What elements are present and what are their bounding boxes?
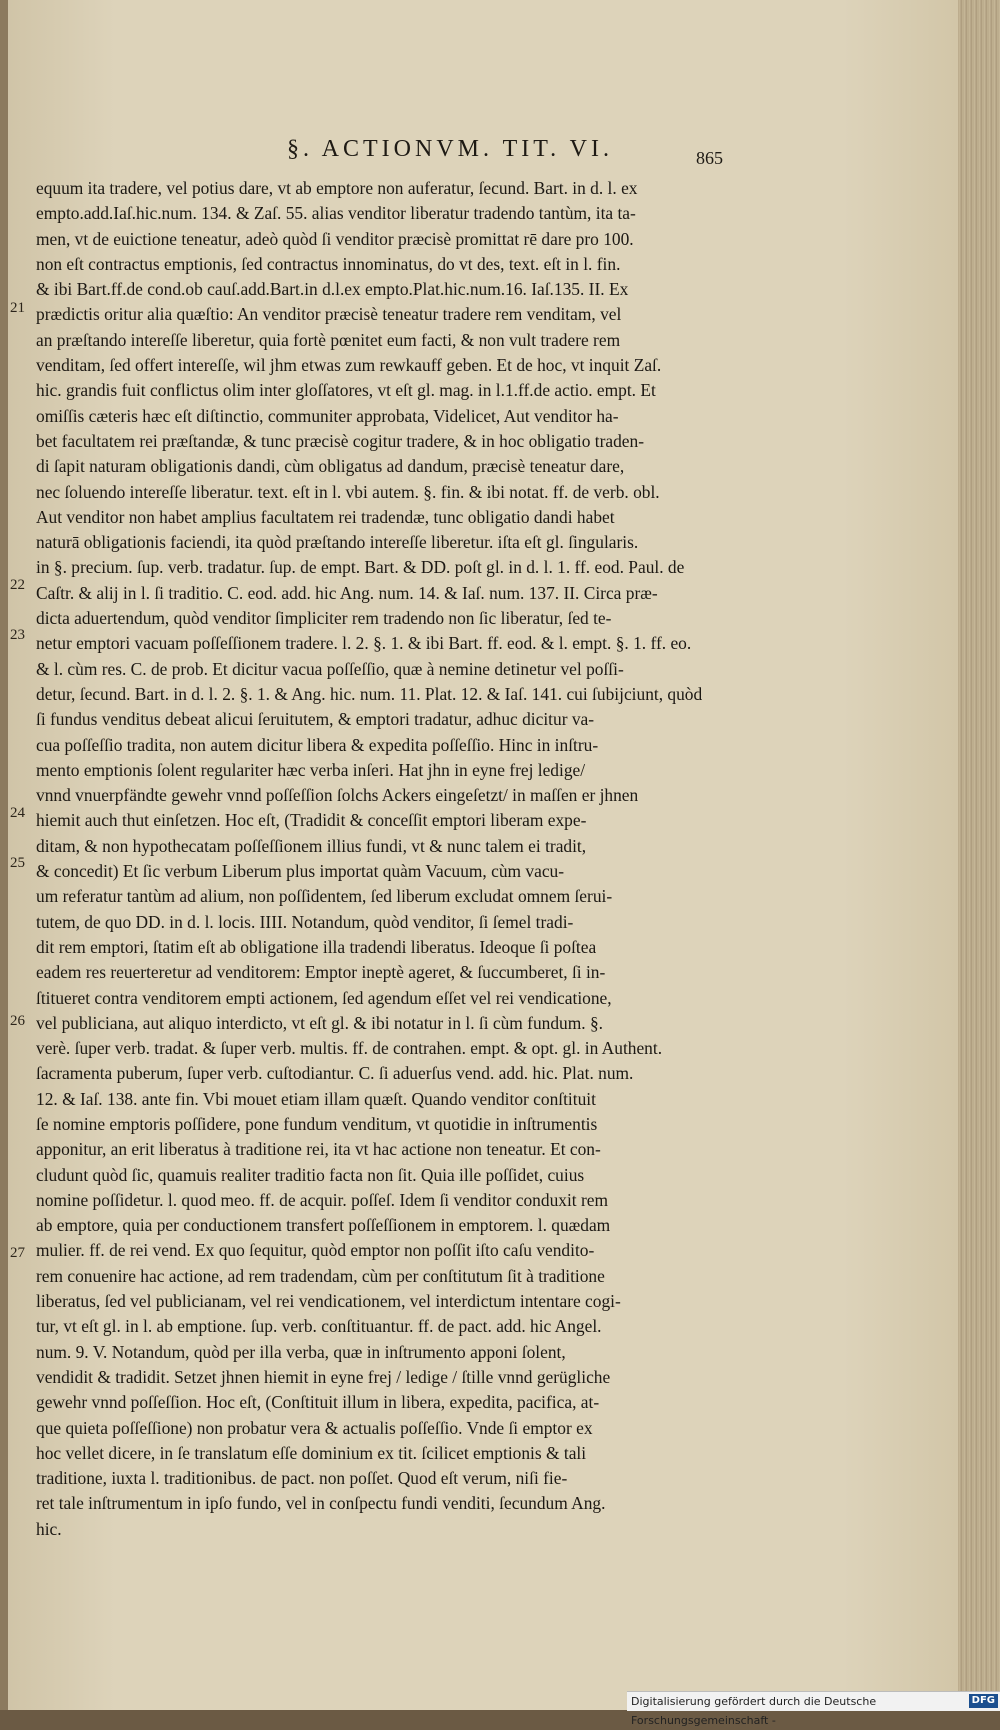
text-line: tur, vt eſt gl. in l. ab emptione. ſup. verb. conſtituantur. ff. de pact. add. hic Angel. <box>36 1316 602 1337</box>
page-edges <box>958 0 1000 1710</box>
text-line: naturā obligationis faciendi, ita quòd præſtando intereſſe liberetur. iſta eſt gl. ſingularis. <box>36 532 639 553</box>
margin-number: 24 <box>10 805 25 821</box>
text-line: liberatus, ſed vel publicianam, vel rei vendicationem, vel interdictum intentare cogi- <box>36 1291 621 1312</box>
text-line: mulier. ff. de rei vend. Ex quo ſequitur, quòd emptor non poſſit iſto caſu vendito- <box>36 1240 595 1261</box>
funding-credit: Digitalisierung gefördert durch die Deutsche Forschungsgemeinschaft - <box>631 1695 877 1727</box>
margin-number: 25 <box>10 855 25 871</box>
text-line: an præſtando intereſſe liberetur, quia fortè pœnitet eum facti, & non vult tradere rem <box>36 329 621 350</box>
margin-number: 26 <box>10 1013 25 1029</box>
text-line: ſacramenta puberum, ſuper verb. cuſtodiantur. C. ſi aduerſus vend. add. hic. Plat. num. <box>36 1063 634 1084</box>
text-line: non eſt contractus emptionis, ſed contractus innominatus, do vt des, text. eſt in l. fin. <box>36 253 621 274</box>
text-line: ſtitueret contra venditorem empti actionem, ſed agendum eſſet vel rei vendicatione, <box>36 987 612 1008</box>
text-line: omiſſis cæteris hæc eſt diſtinctio, communiter approbata, Videlicet, Aut venditor ha- <box>36 405 619 426</box>
margin-number: 27 <box>10 1245 25 1261</box>
text-line: traditione, iuxta l. traditionibus. de pact. non poſſet. Quod eſt verum, niſi fie- <box>36 1468 568 1489</box>
text-line: num. 9. V. Notandum, quòd per illa verba, quæ in inſtrumento apponi ſolent, <box>36 1341 566 1362</box>
text-line: dicta aduertendum, quòd venditor ſimpliciter rem tradendo non ſic liberatur, ſed te- <box>36 608 612 629</box>
text-line: ſi fundus venditus debeat alicui ſeruitutem, & emptori tradatur, adhuc dicitur va- <box>36 709 595 730</box>
margin-number: 23 <box>10 627 25 643</box>
text-line: empto.add.Iaſ.hic.num. 134. & Zaſ. 55. alias venditor liberatur tradendo tantùm, ita ta- <box>36 203 636 224</box>
text-line: vel publiciana, aut aliquo interdicto, vt eſt gl. & ibi notatur in l. ſi cùm fundum. §. <box>36 1012 604 1033</box>
text-line: ab emptore, quia per conductionem transfert poſſeſſionem in emptorem. l. quædam <box>36 1215 611 1236</box>
text-line: netur emptori vacuam poſſeſſionem tradere. l. 2. §. 1. & ibi Bart. ff. eod. & l. empt. §. 1. ff. eo. <box>36 633 692 654</box>
text-line: rem conuenire hac actione, ad rem tradendam, cùm per conſtitutum ſit à traditione <box>36 1265 605 1286</box>
text-line: Aut venditor non habet amplius facultatem rei tradendæ, tunc obligatio dandi habet <box>36 506 615 527</box>
text-line: dit rem emptori, ſtatim eſt ab obligatione illa tradendi liberatus. Ideoque ſi poſtea <box>36 936 597 957</box>
body-text <box>36 176 742 1542</box>
text-line: men, vt de euictione teneatur, adeò quòd ſi venditor præcisè promittat rē dare pro 100. <box>36 228 634 249</box>
text-line: ſe nomine emptoris poſſidere, pone fundum venditum, vt quotidie in inſtrumentis <box>36 1113 598 1134</box>
text-line: detur, ſecund. Bart. in d. l. 2. §. 1. & Ang. hic. num. 11. Plat. 12. & Iaſ. 141. cui ſubijciunt, quòd <box>36 683 703 704</box>
text-line: bet facultatem rei præſtandæ, & tunc præcisè cogitur tradere, & in hoc obligatio traden- <box>36 430 644 451</box>
text-line: prædictis oritur alia quæſtio: An venditor præcisè teneatur tradere rem venditam, vel <box>36 304 622 325</box>
text-line: nec ſoluendo intereſſe liberatur. text. eſt in l. vbi autem. §. fin. & ibi notat. ff. de verb. obl. <box>36 481 660 502</box>
text-line: Caſtr. & alij in l. ſi traditio. C. eod. add. hic Ang. num. 14. & Iaſ. num. 137. II. Circa præ- <box>36 582 658 603</box>
margin-number: 21 <box>10 300 25 316</box>
running-title: §. ACTIONVM. TIT. VI. <box>287 136 613 162</box>
digitization-footer <box>627 1691 1000 1727</box>
text-line: & concedit) Et ſic verbum Liberum plus importat quàm Vacuum, cùm vacu- <box>36 861 565 882</box>
dfg-logo: DFG <box>969 1694 998 1708</box>
text-line: & l. cùm res. C. de prob. Et dicitur vacua poſſeſſio, quæ à nemine detinetur vel poſſi- <box>36 658 624 679</box>
text-line: hoc vellet dicere, in ſe translatum eſſe dominium ex tit. ſcilicet emptionis & tali <box>36 1442 587 1463</box>
text-line: mento emptionis ſolent regulariter hæc verba inſeri. Hat jhn in eyne frej ledige/ <box>36 759 586 780</box>
text-line: nomine poſſidetur. l. quod meo. ff. de acquir. poſſeſ. Idem ſi venditor conduxit rem <box>36 1189 609 1210</box>
book-spine <box>0 0 8 1710</box>
text-line: cua poſſeſſio tradita, non autem dicitur libera & expedita poſſeſſio. Hinc in inſtru- <box>36 734 599 755</box>
text-line: que quieta poſſeſſione) non probatur vera & actualis poſſeſſio. Vnde ſi emptor ex <box>36 1417 593 1438</box>
text-line: gewehr vnnd poſſeſſion. Hoc eſt, (Conſtituit illum in libera, expedita, pacifica, at- <box>36 1392 600 1413</box>
text-line: hic. grandis fuit conflictus olim inter gloſſatores, vt eſt gl. mag. in l.1.ff.de actio. empt. Et <box>36 380 656 401</box>
text-line: 12. & Iaſ. 138. ante fin. Vbi mouet etiam illam quæſt. Quando venditor conſtituit <box>36 1088 596 1109</box>
text-line: ditam, & non hypothecatam poſſeſſionem illius fundi, vt & nunc talem ei tradit, <box>36 835 587 856</box>
folio-number: 865 <box>696 148 723 168</box>
text-line: tutem, de quo DD. in d. l. locis. IIII. Notandum, quòd venditor, ſi ſemel tradi- <box>36 911 574 932</box>
text-line: ret tale inſtrumentum in ipſo fundo, vel in conſpectu fundi venditi, ſecundum Ang. <box>36 1493 606 1514</box>
text-line: um referatur tantùm ad alium, non poſſidentem, ſed liberum excludat omnem ſerui- <box>36 886 613 907</box>
text-line: hic. <box>36 1518 62 1539</box>
text-line: vendidit & tradidit. Setzet jhnen hiemit in eyne frej / ledige / ſtille vnnd gerügliche <box>36 1366 611 1387</box>
text-line: & ibi Bart.ff.de cond.ob cauſ.add.Bart.in d.l.ex empto.Plat.hic.num.16. Iaſ.135. II. Ex <box>36 279 629 300</box>
text-line: hiemit auch thut einſetzen. Hoc eſt, (Tradidit & conceſſit emptori liberam expe- <box>36 810 587 831</box>
text-line: in §. precium. ſup. verb. tradatur. ſup. de empt. Bart. & DD. poſt gl. in d. l. 1. ff. eod. Paul. de <box>36 557 685 578</box>
text-line: di ſapit naturam obligationis dandi, cùm obligatus ad dandum, præcisè teneatur dare, <box>36 456 625 477</box>
text-line: vnnd vnuerpfändte gewehr vnnd poſſeſſion ſolchs Ackers eingeſetzt/ in maſſen er jhnen <box>36 785 639 806</box>
text-line: cludunt quòd ſic, quamuis realiter traditio facta non ſit. Quia ille poſſidet, cuius <box>36 1164 585 1185</box>
text-line: verè. ſuper verb. tradat. & ſuper verb. multis. ff. de contrahen. empt. & opt. gl. in Authent. <box>36 1038 663 1059</box>
margin-number: 22 <box>10 577 25 593</box>
text-line: apponitur, an erit liberatus à traditione rei, ita vt hac actione non teneatur. Et con- <box>36 1139 601 1160</box>
text-line: venditam, ſed offert intereſſe, wil jhm etwas zum rewkauff geben. Et de hoc, vt inquit Zaſ. <box>36 355 662 376</box>
text-line: eadem res reuerteretur ad venditorem: Emptor ineptè ageret, & ſuccumberet, ſi in- <box>36 962 606 983</box>
text-line: equum ita tradere, vel potius dare, vt ab emptore non auferatur, ſecund. Bart. in d. l. ex <box>36 178 638 198</box>
